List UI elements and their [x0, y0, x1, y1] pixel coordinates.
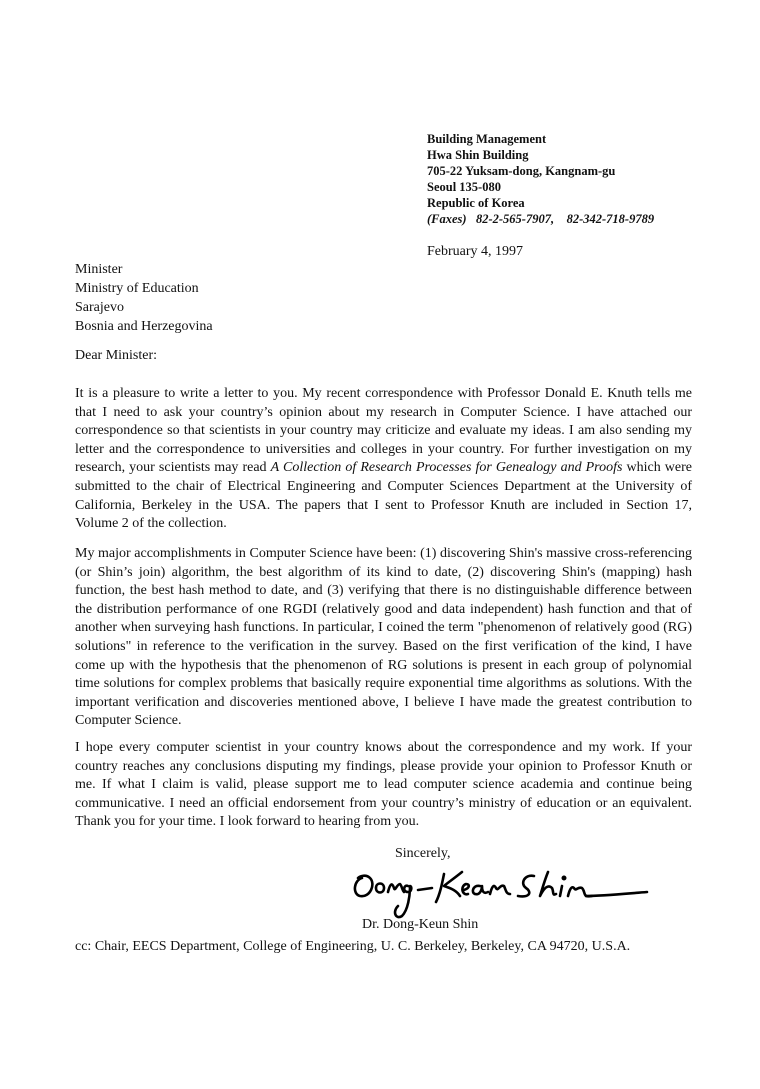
recipient-line: Ministry of Education [75, 281, 199, 296]
closing: Sincerely, [395, 846, 451, 861]
address-line: Seoul 135-080 [427, 180, 501, 194]
body-paragraph-2: My major accomplishments in Computer Science have been: (1) discovering Shin's massive cross-referencing (or Shin’s join) algorithm, the best algorithm of its kind to date, (2) discovering Shin's (mapping) hash function, the best hash method to date, and (3) verifying that there is no distinguishable difference between the distribution performance of one RGDI (relatively good and data independent) hash function and that of another when surveying hash functions. In particular, I coined the term "phenomenon of relatively good (RG) solutions" in reference to the verification in the survey. Based on the first verification of the kind, I have come up with the hypothesis that the phenomenon of RG solutions is present in each group of polynomial time solutions for complex problems that basically require exponential time algorithms as solutions. With the important verification and discoveries mentioned above, I believe I have made the greatest contribution to Computer Science. [75, 546, 692, 729]
letter-date: February 4, 1997 [427, 244, 524, 259]
fax-line [427, 211, 654, 227]
recipient-line: Sarajevo [75, 300, 124, 315]
publication-title: A Collection of Research Processes for Genealogy and Proofs [270, 460, 623, 476]
address-line: 705-22 Yuksam-dong, Kangnam-gu [427, 164, 616, 178]
address-line: Republic of Korea [427, 196, 525, 210]
fax-number: 82-342-718-9789 [566, 212, 655, 226]
sender-address [427, 131, 654, 227]
cc-line: cc: Chair, EECS Department, College of Engineering, U. C. Berkeley, Berkeley, CA 94720, U.S.A. [75, 939, 631, 954]
body-paragraph-3: I hope every computer scientist in your country knows about the correspondence and my work. If your country reaches any conclusions disputing my findings, please provide your opinion to Professor Knuth or me. If what I claim is valid, please support me to lead computer science academia and continue being communicative. I need an official endorsement from your country’s ministry of education or an equivalent. Thank you for your time. I look forward to hearing from you. [75, 740, 692, 830]
recipient-address [75, 260, 213, 336]
fax-number: 82-2-565-7907, [475, 212, 555, 226]
paragraph-text: It is a pleasure to write a letter to you. My recent correspondence with Professor Donald E. Knuth tells me that I need to ask your country’s opinion about my research in Computer Science. I have attached our correspondence so that scientists in your country may criticize and evaluate my ideas. I am also sending my letter and the correspondence to universities and colleges in your country. For further investigation on my research, your scientists may read [75, 386, 692, 476]
address-line: Building Management [427, 132, 547, 146]
signer-name: Dr. Dong-Keun Shin [362, 917, 479, 932]
paragraph-text: which were submitted to the chair of Electrical Engineering and Computer Sciences Department at the University of California, Berkeley in the USA. The papers that I sent to Professor Knuth are included in Section 17, Volume 2 of the collection. [75, 460, 692, 532]
recipient-line: Minister [75, 262, 123, 277]
recipient-line: Bosnia and Herzegovina [75, 319, 213, 334]
address-line: Hwa Shin Building [427, 148, 529, 162]
salutation: Dear Minister: [75, 348, 158, 363]
fax-label: (Faxes) [427, 212, 467, 226]
body-paragraph-1 [75, 385, 692, 534]
